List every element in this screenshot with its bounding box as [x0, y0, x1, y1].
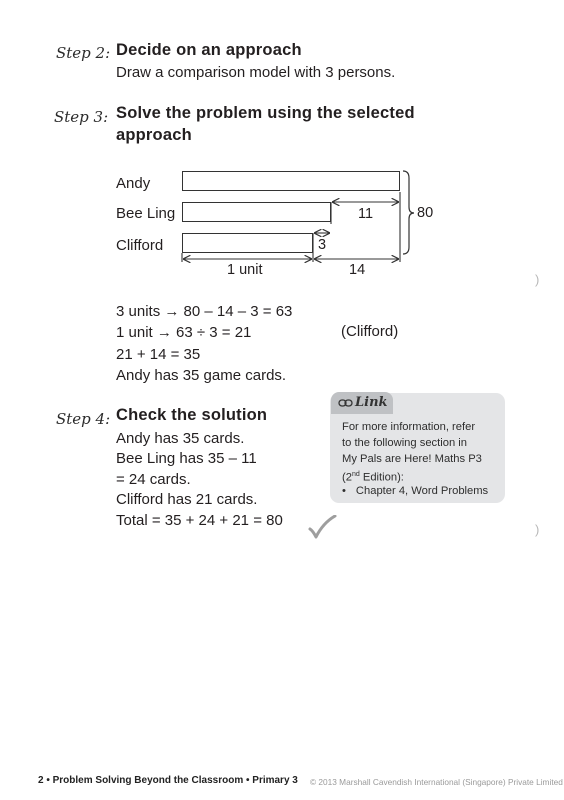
link-bullet-text: Chapter 4, Word Problems — [355, 485, 489, 497]
total-brace — [403, 171, 414, 254]
working-line-4: Andy has 35 game cards. — [116, 367, 287, 384]
link-line-2: to the following section in — [342, 437, 468, 449]
step4-title: Check the solution — [116, 406, 268, 424]
bee-ling-diff-label: 11 — [358, 206, 374, 222]
working-line-3: 21 + 14 = 35 — [116, 346, 201, 363]
link-edition-sup: nd — [351, 471, 360, 478]
scan-mark-top: ) — [535, 272, 540, 287]
unit-label: 1 unit — [227, 262, 263, 278]
extra-label: 14 — [349, 262, 366, 278]
working-line-1: 3 units → 80 – 14 – 3 = 63 — [116, 303, 293, 320]
link-edition-pre: (2 — [342, 471, 352, 484]
link-title: Link — [355, 395, 388, 410]
check-line-1: Andy has 35 cards. — [116, 430, 245, 447]
step3-label: Step 3: — [54, 108, 109, 126]
model-name-bee-ling: Bee Ling — [116, 205, 176, 222]
check-line-2: Bee Ling has 35 – 11 — [116, 450, 257, 467]
step2-title: Decide on an approach — [116, 41, 302, 59]
model-annotations — [0, 0, 564, 300]
step4-label: Step 4: — [56, 410, 111, 428]
link-line-1: For more information, refer — [342, 421, 476, 433]
step2-label: Step 2: — [56, 44, 111, 62]
working-line-2: 1 unit → 63 ÷ 3 = 21 — [116, 324, 252, 341]
check-line-4: Clifford has 21 cards. — [116, 491, 258, 508]
link-line-3: My Pals are Here! Maths P3 — [342, 453, 482, 465]
footer-left: 2 • Problem Solving Beyond the Classroom • Primary 3 — [38, 775, 298, 786]
clifford-diff-label: 3 — [318, 237, 327, 253]
check-mark-icon — [307, 515, 337, 541]
link-bullet: • — [342, 485, 346, 497]
model-name-andy: Andy — [116, 175, 151, 192]
link-chain-icon — [338, 397, 354, 409]
footer-right: © 2013 Marshall Cavendish International (Singapore) Private Limited — [310, 777, 563, 787]
step2-text: Draw a comparison model with 3 persons. — [116, 64, 396, 81]
step3-title-line1: Solve the problem using the selected — [116, 104, 415, 122]
scan-mark-bottom: ) — [535, 522, 540, 537]
check-line-3: = 24 cards. — [116, 471, 191, 488]
clifford-note: (Clifford) — [341, 323, 399, 340]
total-label: 80 — [417, 205, 434, 221]
step3-title-line2: approach — [116, 126, 192, 144]
model-name-clifford: Clifford — [116, 237, 164, 254]
check-line-5: Total = 35 + 24 + 21 = 80 — [116, 512, 283, 529]
link-edition-post: Edition): — [359, 471, 404, 484]
link-bullet-item — [342, 483, 488, 499]
